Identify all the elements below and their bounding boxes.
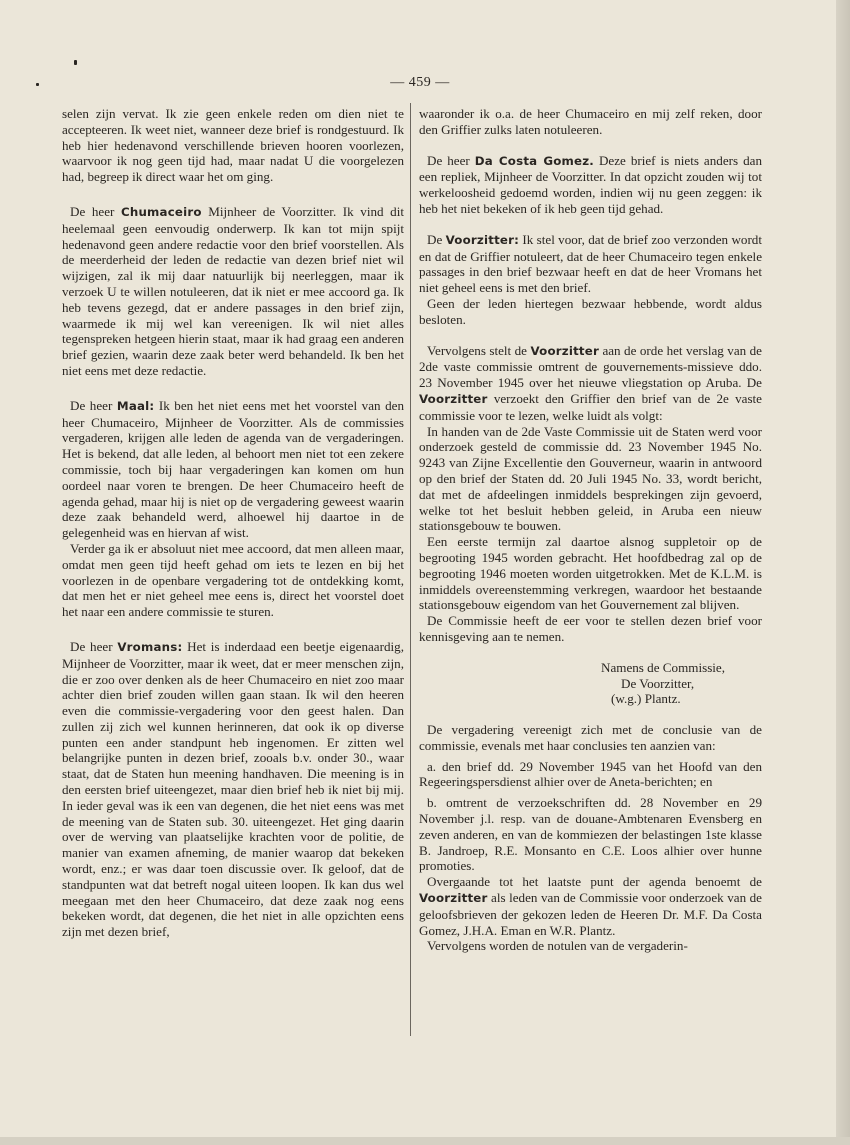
- right-column: [419, 106, 762, 954]
- list-item: b. omtrent de verzoekschriften dd. 28 November en 29 November j.l. resp. van de douane-Ambtenaren Evensberg en zeven anderen, en van de kommiezen der belastingen 1ste klasse B. Jandroep, R.E. Monsanto en C.E. Loos alhier over hunne promoties.: [419, 795, 762, 874]
- signature-block: [419, 660, 762, 707]
- speaker-name: Voorzitter: [419, 891, 488, 906]
- paragraph: Verder ga ik er absoluut niet mee accoord, dat men alleen maar, omdat men geen tijd heeft gehad om iets te lezen en bij het voorlezen in de openbare vergadering tot de ontdekking komt, dat men het er niet geheel mee eens is, direct het voorstel doet het naar een andere commissie te sturen.: [62, 540, 404, 620]
- signature-line: De Voorzitter,: [621, 675, 695, 691]
- paragraph: De vergadering vereenigt zich met de conclusie van de commissie, evenals met haar conclusies ten aanzien van:: [419, 722, 762, 753]
- ink-speck: [36, 83, 39, 86]
- speaker-name: Vromans:: [117, 639, 183, 654]
- paragraph: Overgaande tot het laatste punt der agenda benoemt de Voorzitter als leden van de Commissie voor onderzoek van de geloofsbrieven der gekozen leden de Heeren Dr. M.F. Da Costa Gomez, J.H.A. Eman en W.R. Plantz.: [419, 874, 762, 938]
- paragraph: waaronder ik o.a. de heer Chumaceiro en mij zelf reken, door den Griffier zulks laten notuleeren.: [419, 106, 762, 137]
- paragraph: Een eerste termijn zal daartoe alsnog suppletoir op de begrooting 1945 worden gebracht. Het hoofdbedrag zal op de begrooting 1946 moeten worden uitgetrokken. Met de K.L.M. is inmiddels overeenstemming verkregen, waardoor het bestaande stationsgebouw eigendom van het Gouvernement zal blijven.: [419, 534, 762, 613]
- left-column: [62, 106, 404, 940]
- column-divider: [410, 103, 411, 1036]
- list-item: a. den brief dd. 29 November 1945 van het Hoofd van den Regeeringspersdienst alhier over de Aneta-berichten; en: [419, 758, 762, 790]
- paragraph: Vervolgens worden de notulen van de vergaderin-: [427, 938, 688, 954]
- paragraph: De heer Chumaceiro Mijnheer de Voorzitter. Ik vind dit heelemaal geen eenvoudig onderwerp. Ik kan tot mijn spijt hedenavond geen andere redactie voor den brief voorstellen. Als de meerderheid der leden de redactie van dezen brief niet wil wijzigen, zal ik mij daar natuurlijk bij neerleggen, maar ik verzoek U te willen notuleeren, dat ik niet er mee accoord ga. Ik heb tevens gezegd, dat er andere passages in den brief zijn, waarmede ik mij wel kan vereenigen. Ik wil niet alles tegenspreken hetgeen hierin staat, maar ik had graag een anderen brief gezien, waarin deze zaak beter werd behandeld. Ik ben het niet eens met deze redactie.: [62, 203, 404, 378]
- speaker-name: Voorzitter: [530, 343, 599, 358]
- paragraph: selen zijn vervat. Ik zie geen enkele reden om dien niet te accepteeren. Ik weet niet, wanneer deze brief is rondgestuurd. Ik heb hier hedenavond verschillende brieven hooren voorlezen, waarvoor ik nog geen tijd had, maar nadat U die voorgelezen had, begreep ik direct waar het om ging.: [62, 106, 404, 185]
- signature-line: Namens de Commissie,: [601, 659, 726, 675]
- page-edge-shadow: [836, 0, 850, 1145]
- paragraph: De heer Maal: Ik ben het niet eens met het voorstel van den heer Chumaceiro, Mijnheer de Voorzitter. Als de commissies vergaderen, krijgen alle leden de agenda van de vergaderingen. Het is bekend, dat alle leden, al behoort men niet tot een zekere commissie, toch bij haar vergaderingen kan komen om hun oordeel naar voren te brengen. De heer Chumaceiro heeft de agenda gehad, maar hij is niet op de vergadering geweest waarin deze zaak behandeld werd, alhoewel hij daartoe in de gelegenheid was en hiervan af wist.: [62, 397, 405, 541]
- paragraph: De Voorzitter: Ik stel voor, dat de brief zoo verzonden wordt en dat de Griffier notuleert, dat de heer Chumaceiro tegen enkele passages in den brief bezwaar heeft en dat de heer Vromans het niet geheel eens is met den brief.: [419, 231, 762, 296]
- paragraph: In handen van de 2de Vaste Commissie uit de Staten werd voor onderzoek gesteld de commissie dd. 23 November 1945 No. 9243 van Zijne Excellentie den Gouverneur, waarin in antwoord op den brief der Staten dd. 20 Juli 1945 No. 33, wordt bericht, dat met de afdeelingen inmiddels besprekingen zijn gevoerd, welke tot het besluit hebben geleid, in Aruba een nieuw stationsgebouw te bouwen.: [419, 423, 762, 534]
- speaker-name: Voorzitter: [419, 391, 488, 406]
- speaker-name: Voorzitter:: [445, 232, 520, 247]
- page-edge-bottom: [0, 1137, 850, 1145]
- speaker-name: Da Costa Gomez.: [474, 153, 594, 168]
- paragraph: De Commissie heeft de eer voor te stellen dezen brief voor kennisgeving aan te nemen.: [419, 613, 762, 644]
- signature-line: (w.g.) Plantz.: [611, 691, 681, 707]
- page-number: — 459 —: [390, 75, 450, 90]
- speaker-name: Maal:: [116, 398, 155, 413]
- speaker-name: Chumaceiro: [120, 204, 202, 219]
- paragraph: Geen der leden hiertegen bezwaar hebbende, wordt aldus besloten.: [419, 295, 762, 327]
- paragraph: De heer Vromans: Het is inderdaad een beetje eigenaardig, Mijnheer de Voorzitter, maar ik weet, dat er meer menschen zijn, die er zoo over denken als de heer Chumaceiro en niet zoo maar achter dien brief zouden willen gaan staan. Ik wil den heeren even die commissie-vergadering voor den geest halen. Dan zullen zij zich wel kunnen herinneren, dat ook ik op diverse punten een ander standpunt heb ingenomen. Er zitten wel belangrijke punten in dezen brief, zooals b.v. onder 30., waar staat, dat de Staten hun meening handhaven. Die meening is in den eersten brief uiteengezet, maar dien brief heb ik niet bij mij. In ieder geval was ik een van degenen, die het niet eens was met de meening van de Staten sub. 30. uiteengezet. Het ging daarin over de werving van plaatselijke krachten voor de politie, de manier van examen afneming, de manier waarop dat bekeken wordt, enz.; er was daar toen discussie over. Ik geloof, dat de standpunten wat dat betreft nogal uiteen loopen. Ik kan dus wel meegaan met den heer Chumaceiro, dat deze zaak nog eens bekeken wordt, dat degenen, die het niet in alle opzichten eens zijn met dezen brief,: [62, 638, 404, 940]
- ink-speck: [74, 60, 77, 65]
- paragraph: De heer Da Costa Gomez. Deze brief is niets anders dan een repliek, Mijnheer de Voorzitter. In dat opzicht zouden wij tot werkeloosheid gedoemd worden, indien wij nu geen zeggen: ik heb het niet bekeken of ik heb geen tijd gehad.: [419, 152, 762, 216]
- paragraph: Vervolgens stelt de Voorzitter aan de orde het verslag van de 2de vaste commissie omtrent de gouvernements-missieve ddo. 23 November 1945 over het nieuwe vliegstation op Aruba. De Voorzitter verzoekt den Griffier den brief van de 2e vaste commissie voor te lezen, welke luidt als volgt:: [419, 342, 762, 423]
